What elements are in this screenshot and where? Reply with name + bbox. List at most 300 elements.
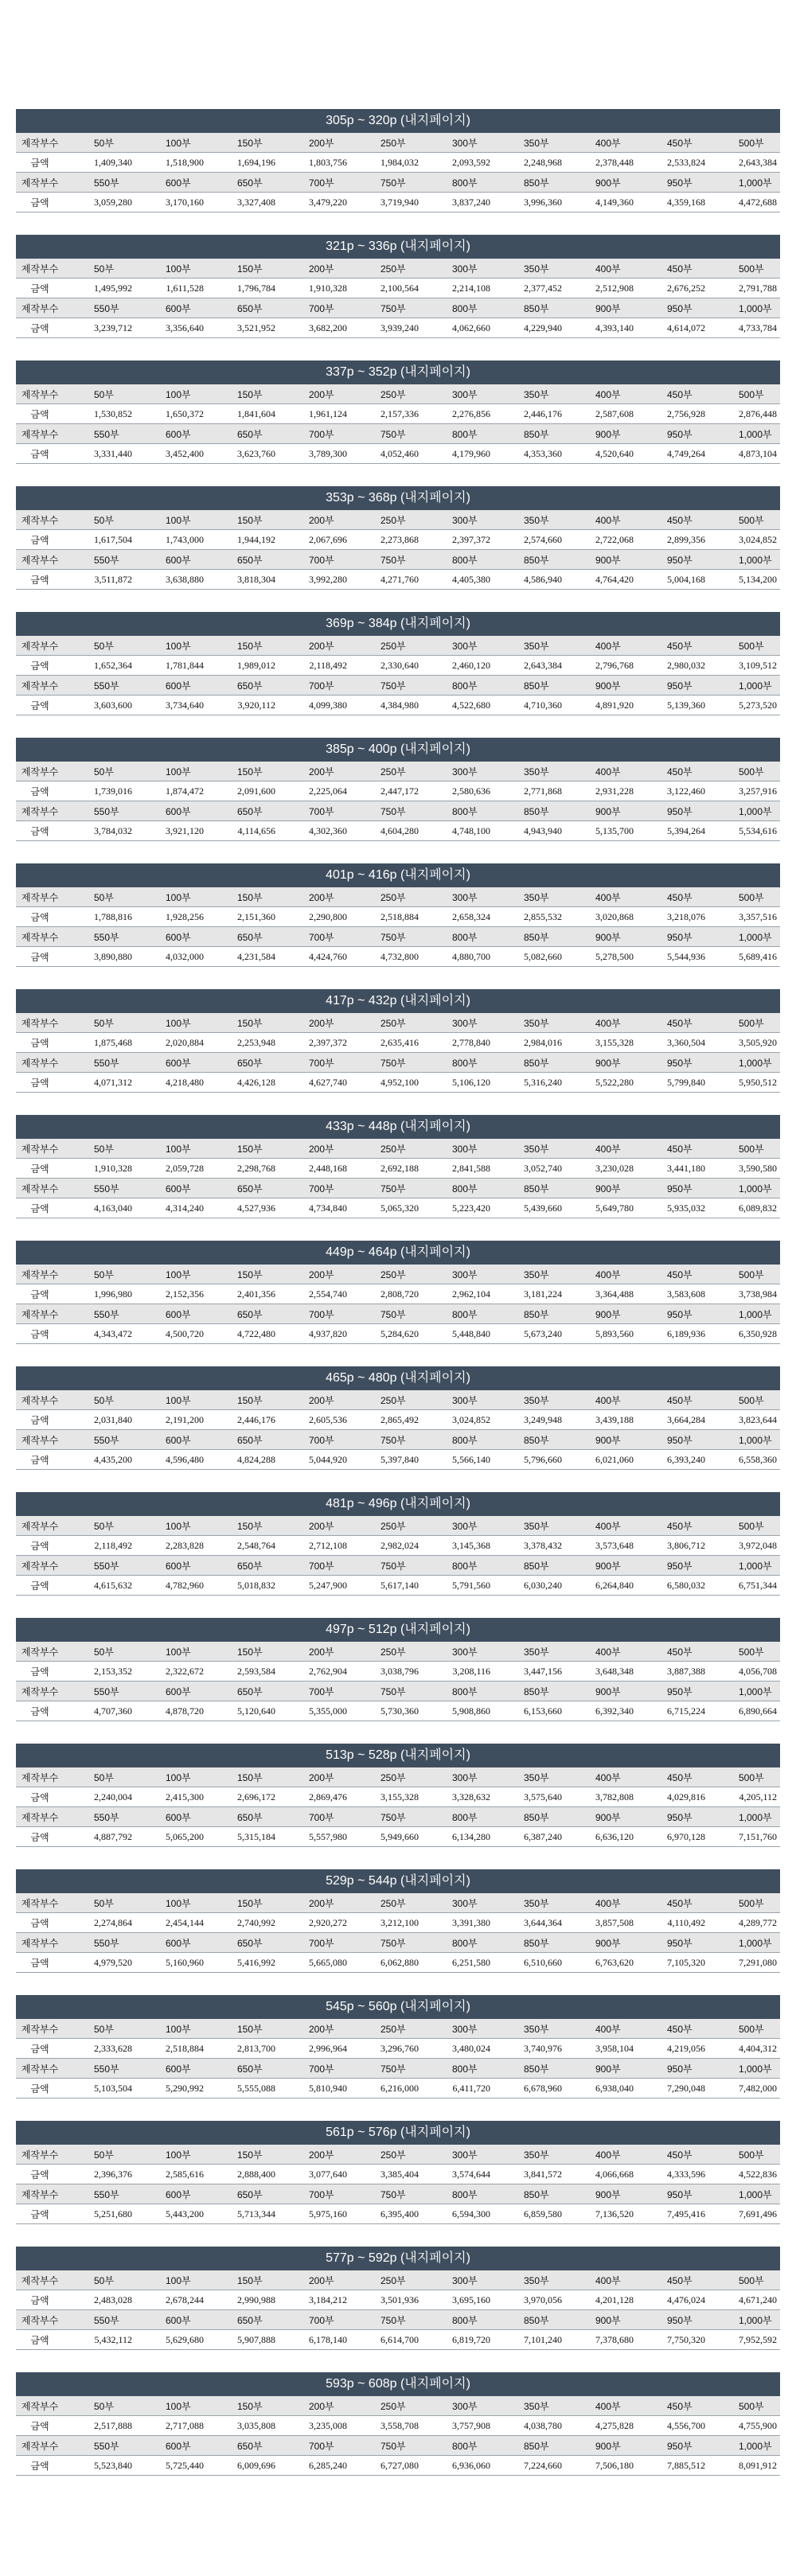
row-label: 제작부수 xyxy=(16,1265,64,1284)
copies-row xyxy=(16,1642,780,1662)
price-cell: 2,876,448 xyxy=(708,404,780,424)
copies-cell: 600부 xyxy=(135,1933,207,1953)
price-cell: 2,240,004 xyxy=(64,1787,135,1807)
row-label: 제작부수 xyxy=(16,1556,64,1576)
price-cell: 6,819,720 xyxy=(422,2330,494,2350)
copies-cell: 600부 xyxy=(135,801,207,821)
copies-cell: 550부 xyxy=(64,2310,135,2330)
price-cell: 3,970,056 xyxy=(494,2290,565,2310)
price-cell: 5,796,660 xyxy=(494,1450,565,1470)
price-cell: 3,648,348 xyxy=(565,1662,637,1682)
copies-cell: 300부 xyxy=(422,887,494,907)
price-cell: 4,596,480 xyxy=(135,1450,207,1470)
copies-cell: 900부 xyxy=(565,2059,637,2079)
copies-cell: 950부 xyxy=(637,1430,708,1450)
row-label: 금액 xyxy=(16,2079,64,2099)
row-label: 금액 xyxy=(16,444,64,464)
copies-cell: 750부 xyxy=(350,676,422,696)
price-cell: 4,520,640 xyxy=(565,444,637,464)
copies-cell: 550부 xyxy=(64,801,135,821)
price-cell: 5,949,660 xyxy=(350,1827,422,1847)
copies-cell: 450부 xyxy=(637,2145,708,2165)
price-cell: 3,212,100 xyxy=(350,1913,422,1933)
copies-cell: 850부 xyxy=(494,173,565,193)
price-cell: 2,298,768 xyxy=(207,1159,279,1179)
row-label: 제작부수 xyxy=(16,1933,64,1953)
copies-cell: 100부 xyxy=(135,2396,207,2416)
price-cell: 5,935,032 xyxy=(637,1198,708,1218)
price-cell: 3,806,712 xyxy=(637,1536,708,1556)
copies-cell: 950부 xyxy=(637,424,708,444)
row-label: 금액 xyxy=(16,1324,64,1344)
copies-row xyxy=(16,384,780,404)
copies-row xyxy=(16,1556,780,1576)
copies-cell: 900부 xyxy=(565,1430,637,1450)
price-section xyxy=(16,863,780,989)
price-cell: 6,859,580 xyxy=(494,2204,565,2224)
price-cell: 6,510,660 xyxy=(494,1953,565,1973)
row-label: 제작부수 xyxy=(16,1013,64,1033)
copies-row xyxy=(16,1304,780,1324)
price-cell: 7,136,520 xyxy=(565,2204,637,2224)
price-cell: 4,500,720 xyxy=(135,1324,207,1344)
row-label: 제작부수 xyxy=(16,2184,64,2204)
price-cell: 3,719,940 xyxy=(350,193,422,212)
copies-cell: 300부 xyxy=(422,1893,494,1913)
price-table xyxy=(16,2396,780,2476)
price-cell: 2,397,372 xyxy=(422,530,494,550)
copies-cell: 100부 xyxy=(135,1767,207,1787)
copies-cell: 50부 xyxy=(64,510,135,530)
price-cell: 5,730,360 xyxy=(350,1701,422,1721)
copies-cell: 50부 xyxy=(64,1013,135,1033)
copies-cell: 600부 xyxy=(135,2059,207,2079)
price-cell: 3,972,048 xyxy=(708,1536,780,1556)
price-cell: 5,432,112 xyxy=(64,2330,135,2350)
price-cell: 5,791,560 xyxy=(422,1576,494,1596)
price-cell: 4,710,360 xyxy=(494,696,565,715)
copies-cell: 450부 xyxy=(637,1516,708,1536)
copies-cell: 200부 xyxy=(279,1893,350,1913)
copies-cell: 200부 xyxy=(279,384,350,404)
copies-cell: 500부 xyxy=(708,2270,780,2290)
price-cell: 4,824,288 xyxy=(207,1450,279,1470)
copies-cell: 200부 xyxy=(279,1390,350,1410)
copies-cell: 200부 xyxy=(279,133,350,153)
copies-cell: 300부 xyxy=(422,2019,494,2039)
copies-cell: 900부 xyxy=(565,676,637,696)
price-cell: 4,734,840 xyxy=(279,1198,350,1218)
copies-cell: 600부 xyxy=(135,1556,207,1576)
copies-row xyxy=(16,510,780,530)
copies-cell: 200부 xyxy=(279,259,350,279)
copies-cell: 950부 xyxy=(637,1304,708,1324)
copies-cell: 200부 xyxy=(279,2145,350,2165)
copies-row xyxy=(16,887,780,907)
copies-cell: 900부 xyxy=(565,173,637,193)
copies-cell: 650부 xyxy=(207,1807,279,1827)
copies-cell: 50부 xyxy=(64,259,135,279)
price-cell: 2,984,016 xyxy=(494,1033,565,1053)
price-cell: 5,082,660 xyxy=(494,947,565,967)
copies-cell: 1,000부 xyxy=(708,801,780,821)
price-cell: 3,331,440 xyxy=(64,444,135,464)
price-cell: 2,377,452 xyxy=(494,279,565,298)
price-cell: 6,411,720 xyxy=(422,2079,494,2099)
price-cell: 2,253,948 xyxy=(207,1033,279,1053)
copies-cell: 900부 xyxy=(565,1556,637,1576)
copies-cell: 200부 xyxy=(279,887,350,907)
row-label: 금액 xyxy=(16,821,64,841)
copies-cell: 150부 xyxy=(207,1139,279,1159)
price-cell: 7,506,180 xyxy=(565,2456,637,2476)
price-cell: 5,649,780 xyxy=(565,1198,637,1218)
price-cell: 2,118,492 xyxy=(64,1536,135,1556)
price-cell: 5,134,200 xyxy=(708,570,780,590)
price-cell: 3,789,300 xyxy=(279,444,350,464)
price-cell: 4,748,100 xyxy=(422,821,494,841)
copies-row xyxy=(16,1179,780,1198)
price-cell: 5,907,888 xyxy=(207,2330,279,2350)
row-label: 제작부수 xyxy=(16,2310,64,2330)
price-cell: 3,887,388 xyxy=(637,1662,708,1682)
copies-cell: 100부 xyxy=(135,2019,207,2039)
copies-cell: 600부 xyxy=(135,927,207,947)
copies-cell: 150부 xyxy=(207,1390,279,1410)
copies-cell: 750부 xyxy=(350,1053,422,1073)
copies-cell: 850부 xyxy=(494,676,565,696)
price-cell: 4,707,360 xyxy=(64,1701,135,1721)
amount-row xyxy=(16,947,780,967)
section-title: 561p ~ 576p (내지페이지) xyxy=(16,2121,780,2145)
copies-cell: 700부 xyxy=(279,1304,350,1324)
price-cell: 6,678,960 xyxy=(494,2079,565,2099)
row-label: 제작부수 xyxy=(16,636,64,656)
price-cell: 2,448,168 xyxy=(279,1159,350,1179)
copies-cell: 250부 xyxy=(350,1893,422,1913)
row-label: 금액 xyxy=(16,1159,64,1179)
copies-cell: 150부 xyxy=(207,1516,279,1536)
price-cell: 3,574,644 xyxy=(422,2165,494,2184)
copies-cell: 50부 xyxy=(64,384,135,404)
price-cell: 4,522,836 xyxy=(708,2165,780,2184)
copies-cell: 400부 xyxy=(565,2396,637,2416)
price-cell: 2,762,904 xyxy=(279,1662,350,1682)
copies-cell: 550부 xyxy=(64,1430,135,1450)
copies-cell: 400부 xyxy=(565,384,637,404)
copies-cell: 600부 xyxy=(135,1430,207,1450)
copies-row xyxy=(16,1516,780,1536)
price-table xyxy=(16,510,780,590)
amount-row xyxy=(16,1033,780,1053)
row-label: 금액 xyxy=(16,1662,64,1682)
copies-cell: 350부 xyxy=(494,1139,565,1159)
copies-cell: 700부 xyxy=(279,1682,350,1701)
price-cell: 1,518,900 xyxy=(135,153,207,173)
copies-cell: 950부 xyxy=(637,550,708,570)
copies-cell: 750부 xyxy=(350,1933,422,1953)
copies-cell: 600부 xyxy=(135,1807,207,1827)
copies-cell: 850부 xyxy=(494,801,565,821)
copies-cell: 200부 xyxy=(279,2270,350,2290)
copies-cell: 500부 xyxy=(708,133,780,153)
row-label: 금액 xyxy=(16,1827,64,1847)
price-cell: 3,738,984 xyxy=(708,1284,780,1304)
copies-cell: 700부 xyxy=(279,2436,350,2456)
copies-cell: 200부 xyxy=(279,2396,350,2416)
price-cell: 5,223,420 xyxy=(422,1198,494,1218)
copies-cell: 500부 xyxy=(708,762,780,781)
price-cell: 6,285,240 xyxy=(279,2456,350,2476)
price-cell: 1,875,468 xyxy=(64,1033,135,1053)
copies-cell: 400부 xyxy=(565,1516,637,1536)
price-cell: 4,586,940 xyxy=(494,570,565,590)
price-cell: 5,799,840 xyxy=(637,1073,708,1093)
row-label: 금액 xyxy=(16,1284,64,1304)
copies-cell: 800부 xyxy=(422,927,494,947)
price-cell: 4,424,760 xyxy=(279,947,350,967)
copies-row xyxy=(16,1053,780,1073)
price-cell: 3,740,976 xyxy=(494,2039,565,2059)
price-cell: 5,566,140 xyxy=(422,1450,494,1470)
price-cell: 3,235,008 xyxy=(279,2416,350,2436)
copies-cell: 300부 xyxy=(422,259,494,279)
price-cell: 4,943,940 xyxy=(494,821,565,841)
price-section xyxy=(16,738,780,863)
amount-row xyxy=(16,153,780,173)
price-cell: 3,857,508 xyxy=(565,1913,637,1933)
price-cell: 3,664,284 xyxy=(637,1410,708,1430)
copies-cell: 900부 xyxy=(565,801,637,821)
price-cell: 5,394,264 xyxy=(637,821,708,841)
row-label: 금액 xyxy=(16,2456,64,2476)
amount-row xyxy=(16,1450,780,1470)
copies-cell: 600부 xyxy=(135,2436,207,2456)
row-label: 제작부수 xyxy=(16,2019,64,2039)
price-cell: 1,796,784 xyxy=(207,279,279,298)
copies-cell: 750부 xyxy=(350,1682,422,1701)
amount-row xyxy=(16,318,780,338)
price-cell: 5,135,700 xyxy=(565,821,637,841)
price-section xyxy=(16,2247,780,2372)
price-section xyxy=(16,1744,780,1869)
price-cell: 7,151,760 xyxy=(708,1827,780,1847)
price-cell: 3,077,640 xyxy=(279,2165,350,2184)
price-cell: 7,495,416 xyxy=(637,2204,708,2224)
amount-row xyxy=(16,1536,780,1556)
price-cell: 4,393,140 xyxy=(565,318,637,338)
copies-cell: 850부 xyxy=(494,927,565,947)
price-section xyxy=(16,1869,780,1995)
copies-cell: 500부 xyxy=(708,384,780,404)
price-cell: 1,495,992 xyxy=(64,279,135,298)
price-cell: 4,149,360 xyxy=(565,193,637,212)
copies-cell: 650부 xyxy=(207,2436,279,2456)
price-table xyxy=(16,2270,780,2350)
price-cell: 3,558,708 xyxy=(350,2416,422,2436)
copies-cell: 500부 xyxy=(708,1139,780,1159)
row-label: 제작부수 xyxy=(16,1682,64,1701)
price-cell: 1,961,124 xyxy=(279,404,350,424)
copies-cell: 50부 xyxy=(64,2270,135,2290)
price-cell: 2,717,088 xyxy=(135,2416,207,2436)
section-title: 369p ~ 384p (내지페이지) xyxy=(16,612,780,636)
copies-row xyxy=(16,550,780,570)
copies-cell: 900부 xyxy=(565,550,637,570)
price-cell: 5,689,416 xyxy=(708,947,780,967)
price-cell: 3,109,512 xyxy=(708,656,780,676)
copies-cell: 250부 xyxy=(350,2019,422,2039)
copies-cell: 1,000부 xyxy=(708,1933,780,1953)
copies-cell: 500부 xyxy=(708,1265,780,1284)
copies-row xyxy=(16,2396,780,2416)
price-cell: 3,038,796 xyxy=(350,1662,422,1682)
price-cell: 3,992,280 xyxy=(279,570,350,590)
price-cell: 2,771,868 xyxy=(494,781,565,801)
price-cell: 3,296,760 xyxy=(350,2039,422,2059)
price-cell: 3,511,872 xyxy=(64,570,135,590)
price-cell: 7,105,320 xyxy=(637,1953,708,1973)
price-cell: 3,439,188 xyxy=(565,1410,637,1430)
price-cell: 2,276,856 xyxy=(422,404,494,424)
price-cell: 2,330,640 xyxy=(350,656,422,676)
price-cell: 6,216,000 xyxy=(350,2079,422,2099)
price-cell: 5,665,080 xyxy=(279,1953,350,1973)
price-table xyxy=(16,1516,780,1596)
copies-cell: 50부 xyxy=(64,762,135,781)
price-cell: 7,750,320 xyxy=(637,2330,708,2350)
price-cell: 1,928,256 xyxy=(135,907,207,927)
copies-cell: 50부 xyxy=(64,1516,135,1536)
price-cell: 3,682,200 xyxy=(279,318,350,338)
section-title: 529p ~ 544p (내지페이지) xyxy=(16,1869,780,1893)
price-cell: 2,446,176 xyxy=(494,404,565,424)
price-cell: 3,695,160 xyxy=(422,2290,494,2310)
copies-row xyxy=(16,1893,780,1913)
price-cell: 4,229,940 xyxy=(494,318,565,338)
row-label: 금액 xyxy=(16,1787,64,1807)
price-cell: 5,004,168 xyxy=(637,570,708,590)
price-cell: 2,031,840 xyxy=(64,1410,135,1430)
section-title: 433p ~ 448p (내지페이지) xyxy=(16,1115,780,1139)
copies-cell: 800부 xyxy=(422,1556,494,1576)
price-cell: 3,505,920 xyxy=(708,1033,780,1053)
price-cell: 5,018,832 xyxy=(207,1576,279,1596)
amount-row xyxy=(16,1827,780,1847)
price-cell: 4,472,688 xyxy=(708,193,780,212)
copies-cell: 850부 xyxy=(494,1933,565,1953)
price-cell: 5,523,840 xyxy=(64,2456,135,2476)
price-cell: 2,554,740 xyxy=(279,1284,350,1304)
copies-row xyxy=(16,636,780,656)
copies-cell: 800부 xyxy=(422,2310,494,2330)
copies-cell: 100부 xyxy=(135,1893,207,1913)
price-cell: 3,890,880 xyxy=(64,947,135,967)
copies-cell: 400부 xyxy=(565,1893,637,1913)
copies-cell: 200부 xyxy=(279,762,350,781)
price-cell: 6,395,400 xyxy=(350,2204,422,2224)
copies-cell: 950부 xyxy=(637,1682,708,1701)
price-cell: 2,813,700 xyxy=(207,2039,279,2059)
row-label: 금액 xyxy=(16,1033,64,1053)
price-cell: 3,590,580 xyxy=(708,1159,780,1179)
price-cell: 4,435,200 xyxy=(64,1450,135,1470)
row-label: 금액 xyxy=(16,656,64,676)
row-label: 제작부수 xyxy=(16,1304,64,1324)
copies-cell: 100부 xyxy=(135,510,207,530)
price-cell: 2,248,968 xyxy=(494,153,565,173)
copies-row xyxy=(16,1933,780,1953)
price-cell: 4,615,632 xyxy=(64,1576,135,1596)
price-cell: 3,920,112 xyxy=(207,696,279,715)
copies-cell: 100부 xyxy=(135,384,207,404)
price-cell: 3,921,120 xyxy=(135,821,207,841)
copies-cell: 50부 xyxy=(64,1139,135,1159)
copies-cell: 950부 xyxy=(637,676,708,696)
copies-cell: 850부 xyxy=(494,2310,565,2330)
copies-cell: 150부 xyxy=(207,1893,279,1913)
price-cell: 5,975,160 xyxy=(279,2204,350,2224)
copies-cell: 800부 xyxy=(422,1933,494,1953)
copies-row xyxy=(16,1682,780,1701)
price-table xyxy=(16,1767,780,1847)
copies-cell: 350부 xyxy=(494,1767,565,1787)
copies-cell: 100부 xyxy=(135,133,207,153)
copies-cell: 750부 xyxy=(350,801,422,821)
copies-cell: 350부 xyxy=(494,1893,565,1913)
row-label: 금액 xyxy=(16,2290,64,2310)
copies-cell: 750부 xyxy=(350,1430,422,1450)
copies-cell: 800부 xyxy=(422,676,494,696)
copies-cell: 500부 xyxy=(708,1642,780,1662)
row-label: 금액 xyxy=(16,696,64,715)
copies-cell: 150부 xyxy=(207,636,279,656)
copies-cell: 450부 xyxy=(637,1642,708,1662)
price-cell: 3,841,572 xyxy=(494,2165,565,2184)
price-table xyxy=(16,2019,780,2099)
price-cell: 3,024,852 xyxy=(708,530,780,550)
copies-cell: 300부 xyxy=(422,1265,494,1284)
section-title: 497p ~ 512p (내지페이지) xyxy=(16,1618,780,1642)
copies-cell: 450부 xyxy=(637,2396,708,2416)
copies-cell: 950부 xyxy=(637,2310,708,2330)
copies-cell: 150부 xyxy=(207,2145,279,2165)
copies-cell: 900부 xyxy=(565,424,637,444)
copies-row xyxy=(16,259,780,279)
price-cell: 3,356,640 xyxy=(135,318,207,338)
price-cell: 7,291,080 xyxy=(708,1953,780,1973)
copies-cell: 300부 xyxy=(422,1139,494,1159)
price-section xyxy=(16,235,780,360)
price-cell: 2,454,144 xyxy=(135,1913,207,1933)
price-cell: 2,157,336 xyxy=(350,404,422,424)
price-cell: 5,065,200 xyxy=(135,1827,207,1847)
copies-cell: 700부 xyxy=(279,173,350,193)
copies-cell: 650부 xyxy=(207,2184,279,2204)
price-cell: 3,939,240 xyxy=(350,318,422,338)
copies-cell: 1,000부 xyxy=(708,1682,780,1701)
price-cell: 4,952,100 xyxy=(350,1073,422,1093)
copies-cell: 300부 xyxy=(422,1390,494,1410)
price-cell: 2,678,244 xyxy=(135,2290,207,2310)
copies-cell: 300부 xyxy=(422,1767,494,1787)
price-cell: 5,273,520 xyxy=(708,696,780,715)
row-label: 제작부수 xyxy=(16,1516,64,1536)
amount-row xyxy=(16,1787,780,1807)
copies-cell: 1,000부 xyxy=(708,2184,780,2204)
copies-cell: 400부 xyxy=(565,2270,637,2290)
price-cell: 4,353,360 xyxy=(494,444,565,464)
